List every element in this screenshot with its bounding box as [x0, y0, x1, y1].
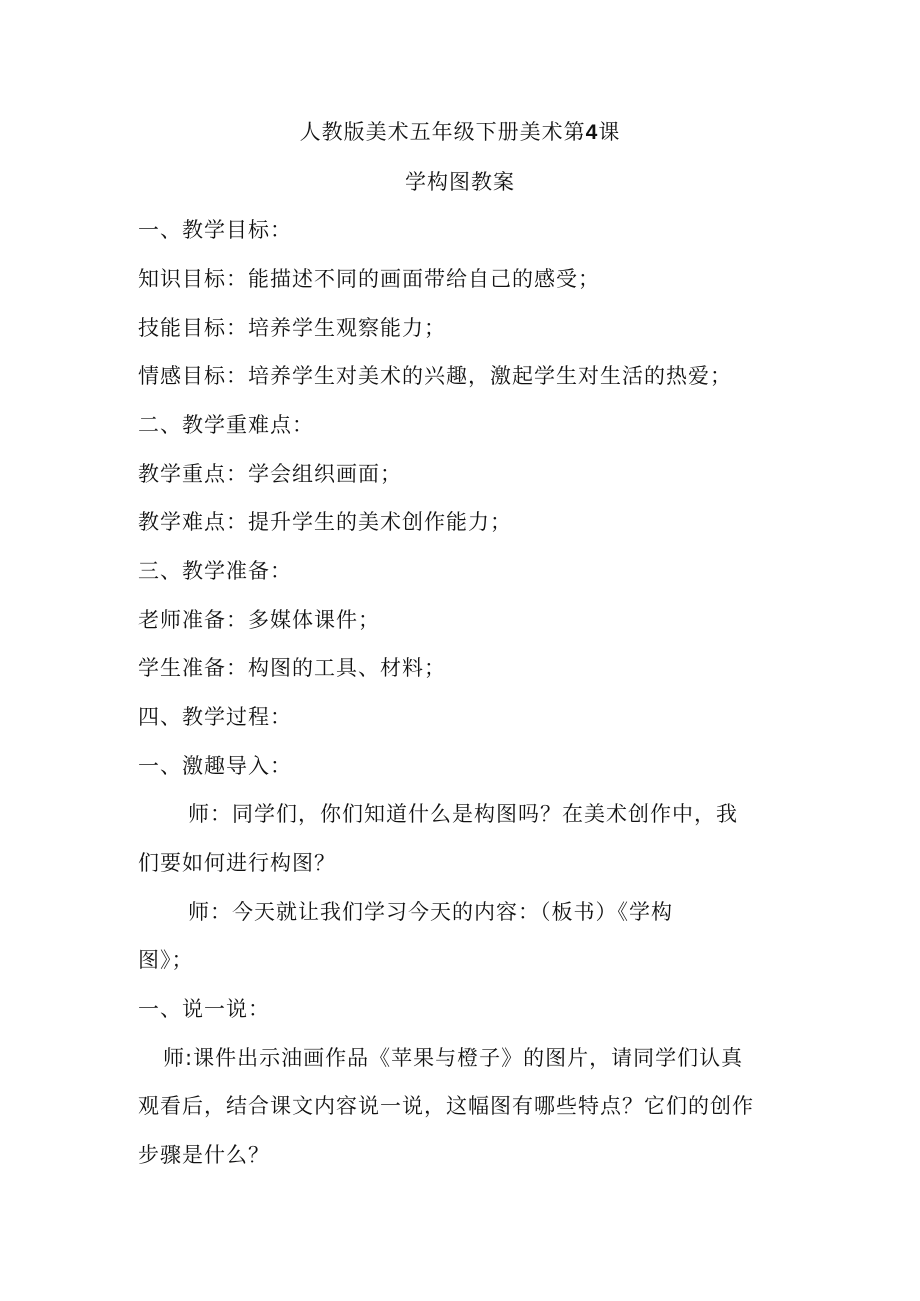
paragraph-discussion-3: 步骤是什么？: [138, 1143, 270, 1167]
subheading-introduction: 一、激趣导入：: [138, 754, 292, 778]
paragraph-knowledge-goal: 知识目标：能描述不同的画面带给自己的感受；: [138, 267, 600, 291]
paragraph-teacher-question-2-cont: 图》；: [138, 948, 194, 972]
section-heading-key-points: 二、教学重难点：: [138, 413, 314, 437]
paragraph-student-prep: 学生准备：构图的工具、材料；: [138, 656, 446, 680]
section-heading-process: 四、教学过程：: [138, 705, 292, 729]
paragraph-skill-goal: 技能目标：培养学生观察能力；: [138, 316, 446, 340]
title-suffix: 课: [598, 120, 621, 144]
paragraph-teacher-question-1: 师：同学们，你们知道什么是构图吗？在美术创作中，我: [188, 802, 738, 826]
paragraph-emotion-goal: 情感目标：培养学生对美术的兴趣，激起学生对生活的热爱；: [138, 364, 732, 388]
paragraph-discussion-1: 师:课件出示油画作品《苹果与橙子》的图片，请同学们认真: [163, 1046, 744, 1070]
title-prefix: 人教版美术五年级下册美术第: [299, 120, 586, 144]
section-heading-preparation: 三、教学准备：: [138, 559, 292, 583]
paragraph-teacher-question-2: 师：今天就让我们学习今天的内容：（板书）《学构: [188, 900, 673, 924]
paragraph-difficult-point: 教学难点：提升学生的美术创作能力；: [138, 510, 512, 534]
section-heading-objectives: 一、教学目标：: [138, 218, 292, 242]
paragraph-teacher-question-1-cont: 们要如何进行构图？: [138, 851, 336, 875]
subheading-discussion: 一、说一说：: [138, 997, 270, 1021]
paragraph-key-point: 教学重点：学会组织画面；: [138, 462, 402, 486]
document-title: [0, 117, 920, 148]
paragraph-teacher-prep: 老师准备：多媒体课件；: [138, 608, 380, 632]
paragraph-discussion-2: 观看后，结合课文内容说一说，这幅图有哪些特点？它们的创作: [138, 1094, 754, 1118]
document-subtitle: 学构图教案: [405, 170, 515, 194]
title-number: 4: [585, 121, 599, 144]
